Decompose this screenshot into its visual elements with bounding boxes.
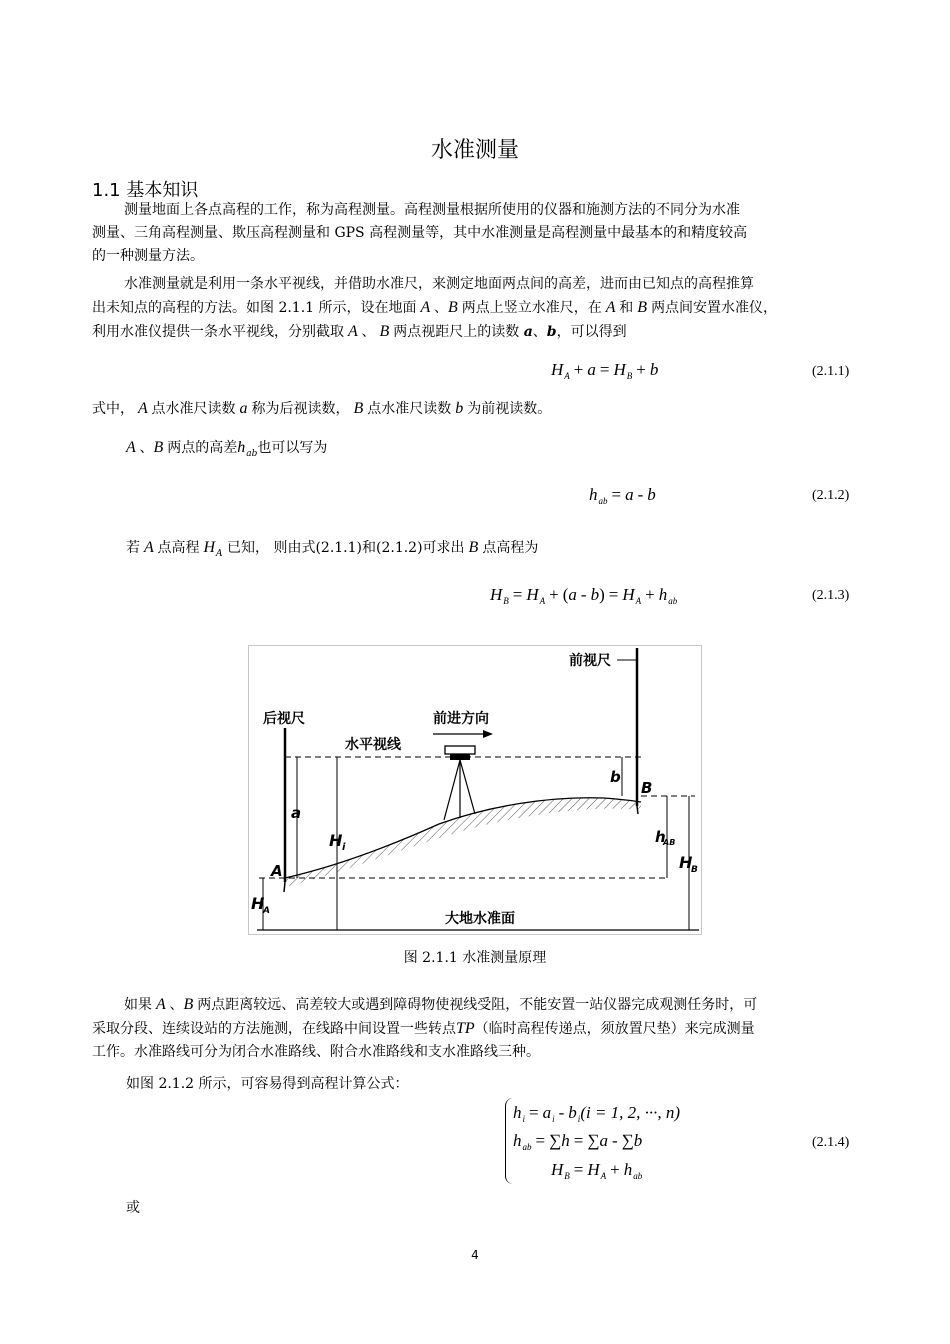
label-a: a (291, 804, 302, 822)
figure-caption: 图 2.1.1 水准测量原理 (403, 950, 547, 966)
equation-number: (2.1.2) (812, 488, 850, 503)
paragraph-height-difference: A 、B 两点的高差$h_{ab}$也可以写为 (126, 439, 328, 459)
paragraph-turning-points (92, 993, 862, 1064)
label-hb (679, 853, 698, 875)
equation-2-1-4-line-3: $H_B = H_A + h_{ab}$ (551, 1160, 643, 1181)
equation-2-1-1: $H_A + a = H_B + b$ (551, 360, 659, 381)
label-ha (251, 894, 270, 916)
svg-text:H: H (679, 853, 693, 872)
label-hi (329, 831, 346, 853)
paragraph-line: 测量地面上各点高程的工作，称为高程测量。高程测量根据所使用的仪器和施测方法的不同分为水准 (124, 202, 740, 218)
leveling-diagram (249, 646, 701, 934)
equation-explanation: 式中， A 点水准尺读数 a 称为后视读数， B 点水准尺读数 b 为前视读数。 (92, 400, 552, 417)
svg-text:B: B (691, 865, 698, 875)
svg-text:AB: AB (663, 838, 676, 847)
page-number: 4 (471, 1248, 479, 1262)
label-sight-line: 水平视线 (345, 737, 401, 753)
svg-text:h: h (655, 828, 666, 846)
label-direction: 前进方向 (433, 711, 489, 727)
equation-2-1-4-line-1: $h_i = a_i - b_i(i = 1$, 2, ···, n) (513, 1103, 681, 1124)
equation-2-1-3: $H_B = H_A + (a - b) = H_A + h_{ab}$ (490, 585, 678, 606)
equation-number: (2.1.1) (812, 364, 850, 379)
paragraph-method (92, 273, 862, 344)
label-back-staff: 后视尺 (263, 711, 305, 727)
paragraph-intro (92, 199, 862, 268)
svg-text:A: A (263, 906, 270, 916)
section-heading: 1.1 基本知识 (92, 180, 199, 201)
paragraph-line: 工作。水准路线可分为闭合水准路线、附合水准路线和支水准路线三种。 (92, 1044, 540, 1060)
label-point-a: A (271, 862, 283, 880)
paragraph-line: 出未知点的高程的方法。如图 2.1.1 所示，设在地面 A 、B 两点上竖立水准尺，在 A 和 B 两点间安置水准仪， (92, 299, 778, 316)
equation-2-1-4-line-2: $h_{ab} = \sum h = \sum a - \sum b$ (513, 1131, 643, 1152)
label-b: b (610, 768, 621, 786)
svg-text:H: H (251, 894, 265, 913)
equation-number: (2.1.4) (812, 1135, 850, 1150)
label-hab (655, 828, 675, 847)
svg-text:i: i (342, 842, 346, 853)
paragraph-elevation: 若 A 点高程 $H_A$ 已知， 则由式(2.1.1)和(2.1.2)可求出 B 点高程为 (126, 539, 539, 559)
label-front-staff: 前视尺 (569, 653, 611, 669)
paragraph-line: 采取分段、连续设站的方法施测，在线路中间设置一些转点TP（临时高程传递点，须放置尺垫）来完成测量 (92, 1020, 755, 1037)
label-point-b: B (641, 779, 653, 797)
paragraph-formula-intro: 如图 2.1.2 所示，可容易得到高程计算公式： (126, 1076, 409, 1092)
paragraph-line: 的一种测量方法。 (92, 248, 204, 264)
paragraph-or: 或 (126, 1200, 140, 1216)
paragraph-line: 利用水准仪提供一条水平视线，分别截取 A 、 B 两点视距尺上的读数 a、b，可以得到 (92, 323, 627, 340)
equation-number: (2.1.3) (812, 588, 850, 603)
svg-text:H: H (329, 831, 343, 850)
figure-leveling-principle (248, 645, 702, 935)
paragraph-line: 测量、三角高程测量、欺压高程测量和 GPS 高程测量等，其中水准测量是高程测量中最基本的和精度较高 (92, 225, 748, 241)
label-datum: 大地水准面 (445, 911, 515, 927)
page-title: 水准测量 (430, 138, 519, 163)
paragraph-line: 如果 A 、B 两点距离较远、高差较大或遇到障碍物使视线受阻，不能安置一站仪器完成观测任务时，可 (124, 996, 758, 1013)
paragraph-line: 水准测量就是利用一条水平视线，并借助水准尺，来测定地面两点间的高差，进而由已知点的高程推算 (124, 276, 754, 292)
equation-2-1-2: $h_{ab} = a - b$ (589, 485, 656, 506)
